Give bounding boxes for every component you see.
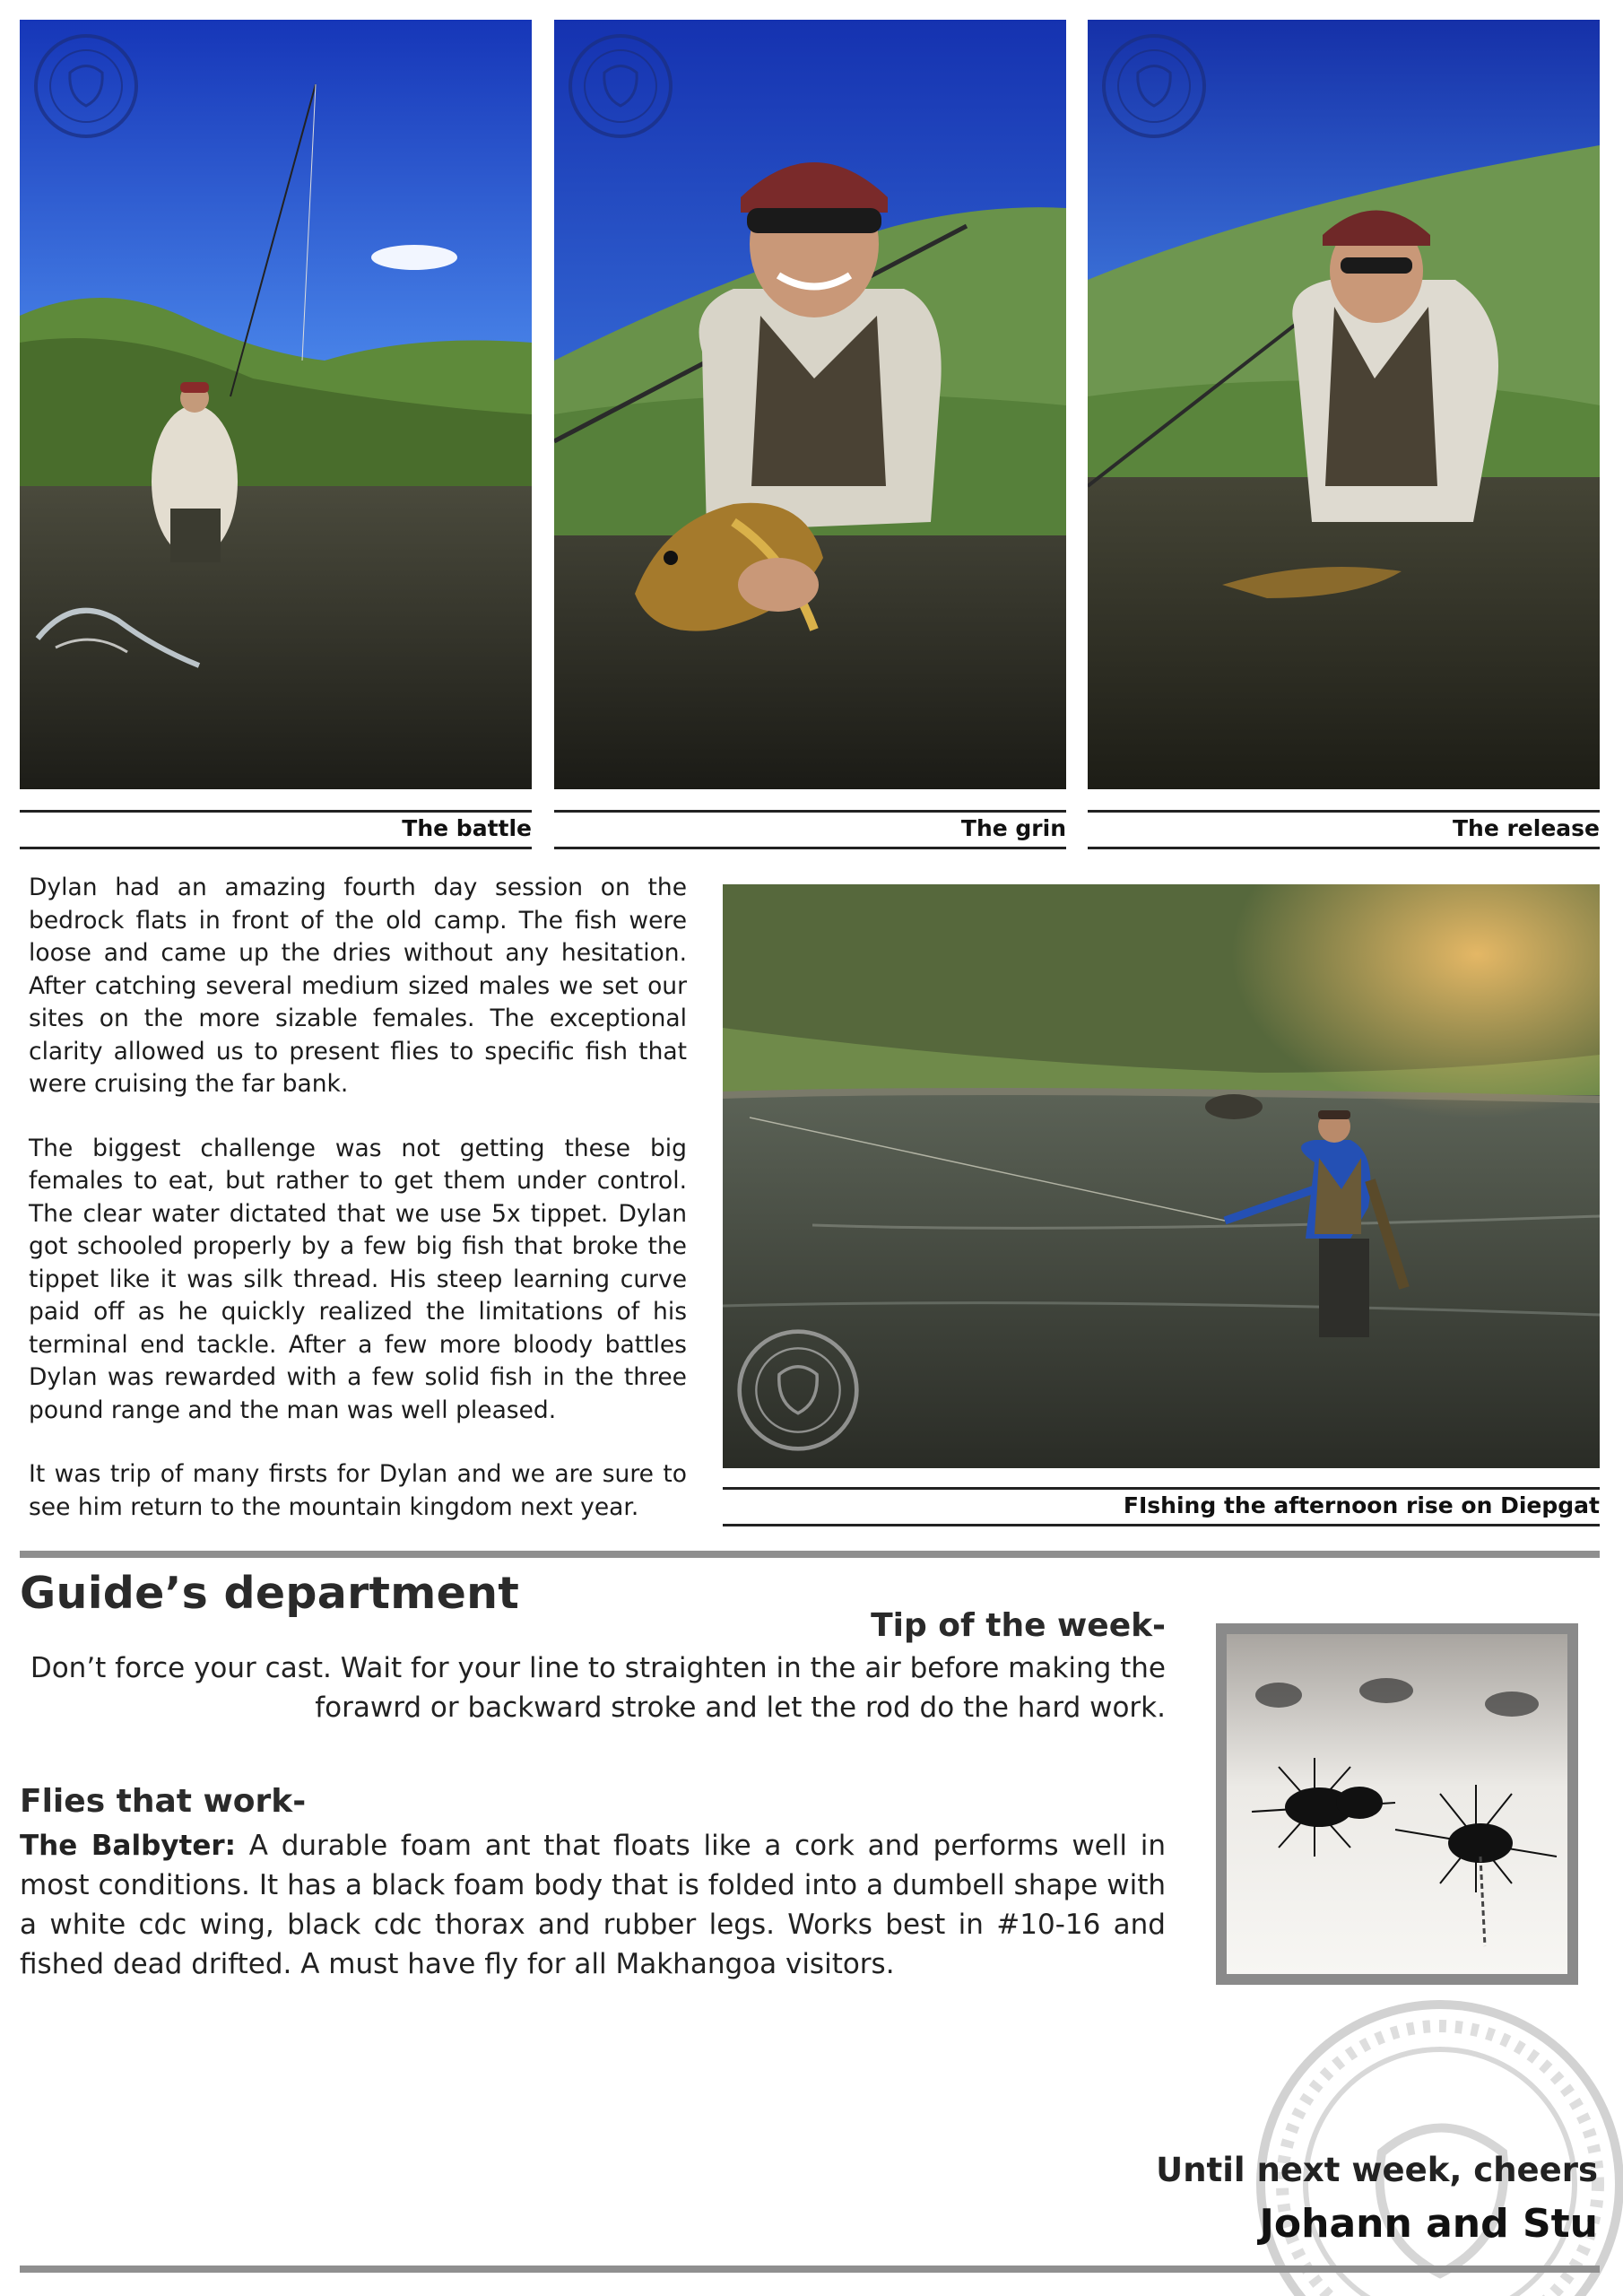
fly-name: The Balbyter: bbox=[20, 1830, 237, 1862]
photo-the-grin bbox=[554, 20, 1066, 789]
brand-stamp bbox=[567, 32, 674, 140]
photo-afternoon-rise bbox=[723, 884, 1600, 1468]
tip-line: Don’t force your cast. Wait for your line to straighten in the air before making the bbox=[30, 1652, 1166, 1684]
photo-the-battle bbox=[20, 20, 532, 789]
brand-stamp bbox=[32, 32, 140, 140]
section-divider bbox=[20, 1551, 1600, 1558]
photo-the-release bbox=[1088, 20, 1600, 789]
fly-photo bbox=[1216, 1623, 1578, 1985]
flies-that-work-text bbox=[20, 1826, 1166, 1984]
caption-afternoon-rise bbox=[723, 1487, 1600, 1526]
caption-the-release bbox=[1088, 810, 1600, 849]
caption-text: The battle bbox=[402, 815, 532, 841]
story-text bbox=[29, 872, 687, 1555]
brand-watermark bbox=[1234, 1978, 1623, 2296]
caption-text: FIshing the afternoon rise on Diepgat bbox=[1123, 1492, 1600, 1518]
footer-divider bbox=[20, 2266, 1600, 2273]
story-paragraph: Dylan had an amazing fourth day session on the bedrock flats in front of the old camp. The fish were loose and came up the dries without any hesitation. After catching several medium sized males we set our sites on the more sizable females. The exceptional clarity allowed us to present flies to specific fish that were cruising the far bank. bbox=[29, 874, 687, 1098]
caption-text: The grin bbox=[960, 815, 1066, 841]
story-paragraph: The biggest challenge was not getting these big females to eat, but rather to get them under control. The clear water dictated that we use 5x tippet. Dylan got schooled properly by a few big fish that broke the tippet like it was silk thread. His steep learning curve paid off as he quickly realized the limitations of his terminal end tackle. After a few more bloody battles Dylan was rewarded with a few solid fish in the three pound range and the man was well pleased. bbox=[29, 1134, 687, 1424]
signoff-names: Johann and Stu bbox=[1259, 2201, 1598, 2247]
brand-stamp bbox=[1100, 32, 1208, 140]
tip-of-the-week-text bbox=[9, 1648, 1166, 1727]
tip-line: forawrd or backward stroke and let the rod do the hard work. bbox=[315, 1692, 1166, 1724]
caption-the-battle bbox=[20, 810, 532, 849]
flies-that-work-title: Flies that work- bbox=[20, 1783, 307, 1820]
fly-description: A durable foam ant that floats like a cork and performs well in most conditions. It has a black foam body that is folded into a dumbell shape with a white cdc wing, black cdc thorax and rubber legs. Works best in #10-16 and fished dead drifted. A must have fly for all Makhangoa visitors. bbox=[20, 1830, 1166, 1980]
signoff-line: Until next week, cheers bbox=[1156, 2151, 1598, 2189]
brand-stamp bbox=[735, 1327, 861, 1453]
story-paragraph: It was trip of many firsts for Dylan and we are sure to see him return to the mountain kingdom next year. bbox=[29, 1460, 687, 1521]
section-heading: Guide’s department bbox=[20, 1568, 520, 1619]
caption-the-grin bbox=[554, 810, 1066, 849]
tip-of-the-week-title: Tip of the week- bbox=[871, 1607, 1166, 1644]
caption-text: The release bbox=[1452, 815, 1600, 841]
